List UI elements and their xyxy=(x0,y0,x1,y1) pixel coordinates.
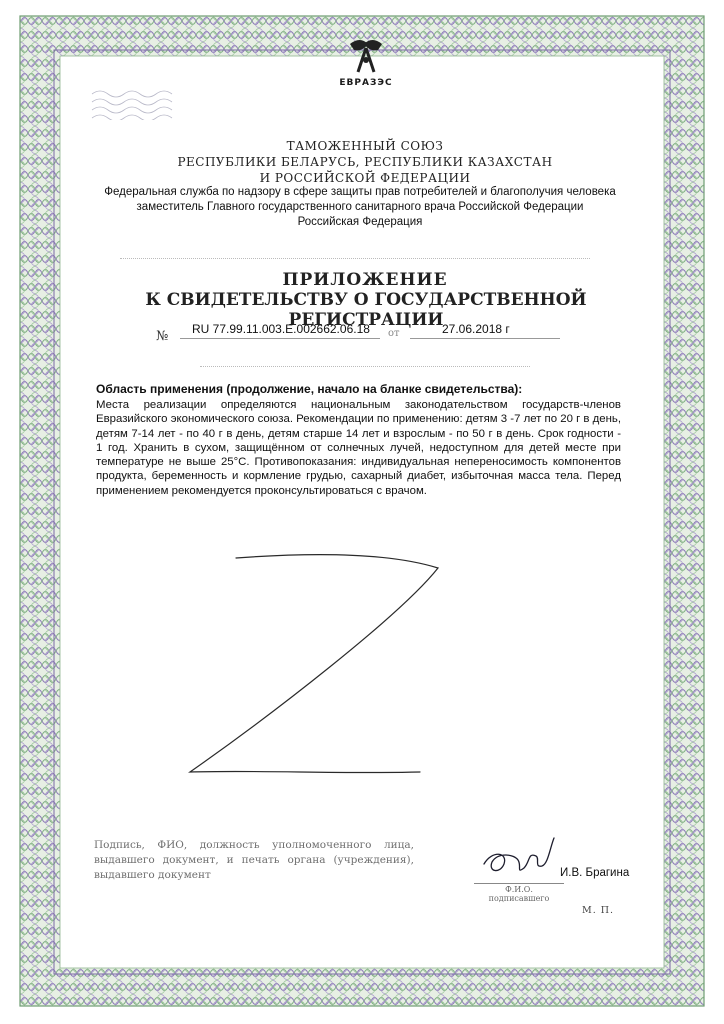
registration-number: RU 77.99.11.003.E.002662.06.18 xyxy=(192,322,370,336)
fio-label: Ф.И.О. подписавшего xyxy=(474,883,564,903)
agency-line-1: Федеральная служба по надзору в сфере защиты прав потребителей и благополучия человека xyxy=(104,186,616,198)
scope-text: Места реализации определяются национальным законодательством государств-членов Евразийского экономического союза. Рекомендации по применению: детям 3 -7 лет по 20 г в день, детям 7-14 лет - по 40 г в день, детям старше 14 лет и взрослым - по 50 г в день. Срок годности - 1 год. Хранить в сухом, защищённом от солнечных лучей, недоступном для детей месте при температуре не выше 25°С. Противопоказания: индивидуальная непереносимость компонентов продукта, беременность и кормление грудью, сахарный диабет, избыточная масса тела. Перед применением рекомендуется проконсультироваться с врачом. xyxy=(96,399,621,497)
document-title-line-2: К СВИДЕТЕЛЬСТВУ О ГОСУДАРСТВЕННОЙ РЕГИСТРАЦИИ xyxy=(145,290,587,330)
agency-line-2: заместитель Главного государственного санитарного врача Российской Федерации xyxy=(136,201,584,213)
union-line-1: ТАМОЖЕННЫЙ СОЮЗ xyxy=(286,139,444,153)
ornament-icon xyxy=(90,88,174,120)
signer-name: И.В. Брагина xyxy=(560,867,630,879)
registration-date: 27.06.2018 г xyxy=(442,322,510,336)
document-title-line-1: ПРИЛОЖЕНИЕ xyxy=(282,270,448,290)
eurasec-emblem-icon xyxy=(346,34,386,76)
logo-text: ЕВРАЗЭС xyxy=(339,78,393,88)
union-line-3: И РОССИЙСКОЙ ФЕДЕРАЦИИ xyxy=(259,171,471,185)
faint-separator-2 xyxy=(200,366,530,367)
handwritten-signature xyxy=(478,830,558,882)
eurasec-logo xyxy=(318,34,414,98)
scope-heading: Область применения (продолжение, начало на бланке свидетельства): xyxy=(96,382,523,396)
from-label: от xyxy=(388,328,400,339)
number-sign: № xyxy=(156,329,169,344)
union-line-2: РЕСПУБЛИКИ БЕЛАРУСЬ, РЕСПУБЛИКИ КАЗАХСТАН xyxy=(177,155,553,169)
signature-caption: Подпись, ФИО, должность уполномоченного лица, выдавшего документ, и печать органа (учреждения), выдавшего документ xyxy=(94,839,414,881)
number-underline xyxy=(180,338,380,339)
faint-separator xyxy=(120,258,590,259)
cross-out-mark xyxy=(170,546,470,792)
agency-line-3: Российская Федерация xyxy=(297,216,423,228)
stamp-label: М. П. xyxy=(582,905,615,916)
date-underline xyxy=(410,338,560,339)
